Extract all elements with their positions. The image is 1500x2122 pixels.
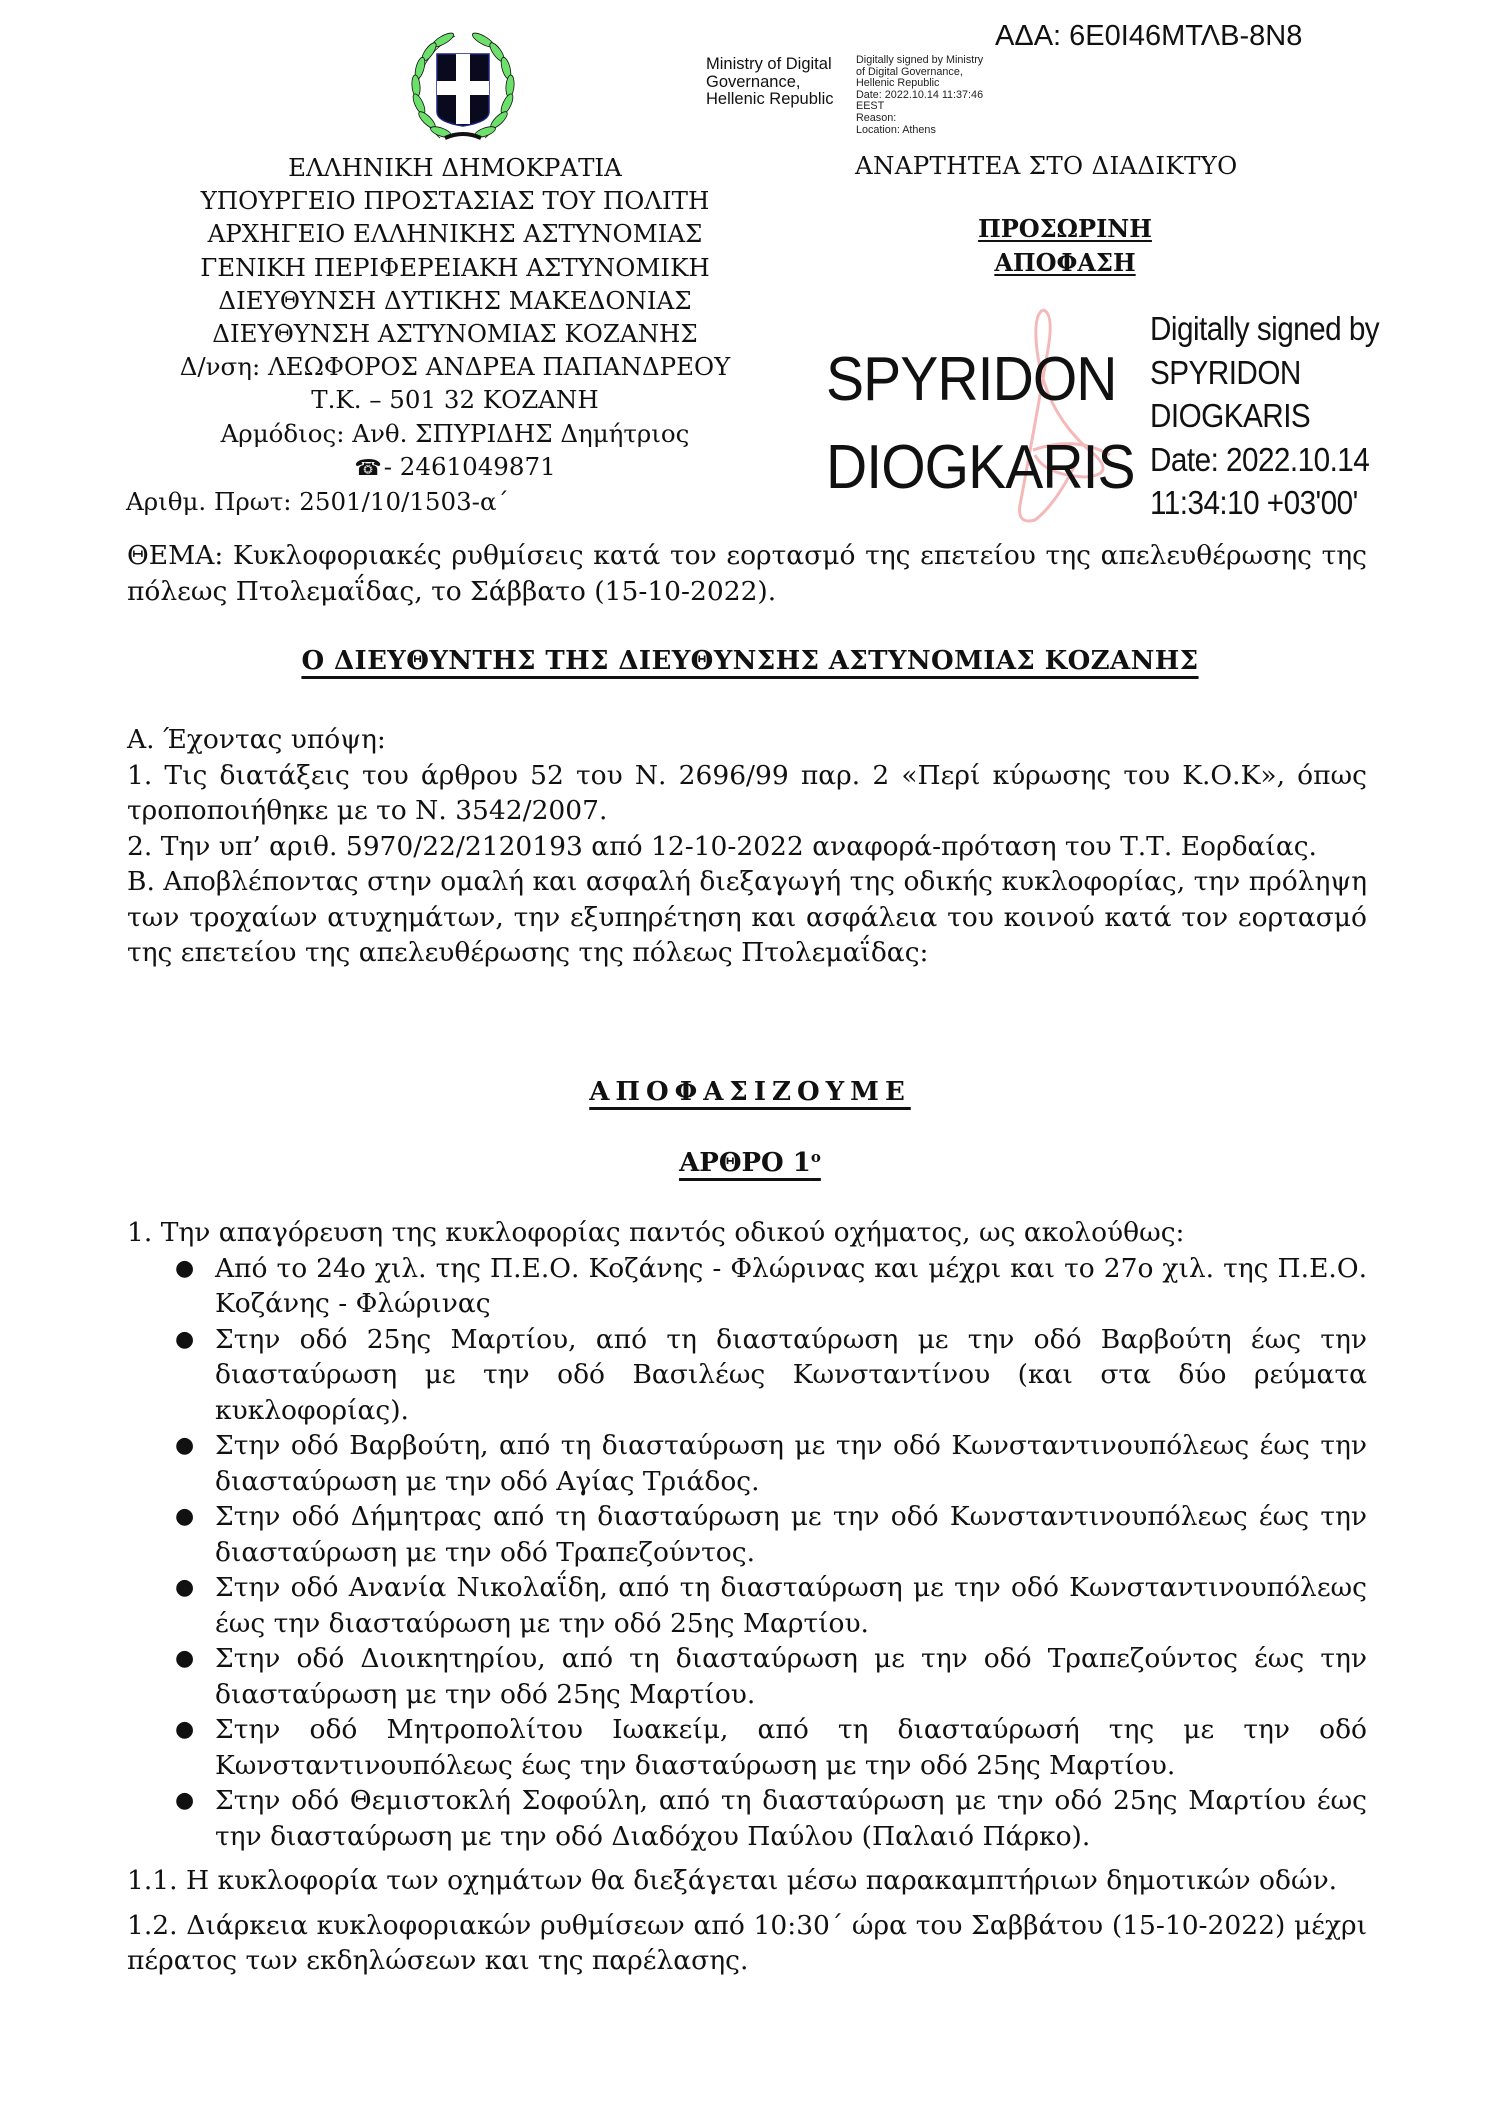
- postal-code-line: Τ.Κ. – 501 32 ΚΟΖΑΝΗ: [311, 385, 599, 415]
- address-line: Δ/νση: ΛΕΩΦΟΡΟΣ ΑΝΔΡΕΑ ΠΑΠΑΝΔΡΕΟΥ: [179, 352, 731, 382]
- consideration-item: 2. Την υπ’ αριθ. 5970/22/2120193 από 12-10-2022 αναφορά-πρόταση του Τ.Τ. Εορδαίας.: [127, 830, 1317, 862]
- signature-detail-line: of Digital Governance,: [856, 65, 963, 78]
- purpose-paragraph: Β. Αποβλέποντας στην ομαλή και ασφαλή διεξαγωγή της οδικής κυκλοφορίας, την πρόληψη των τροχαίων ατυχημάτων, την εξυπηρέτηση και ασφάλεια του κοινού κατά τον εορτασμό της επετείου της απελευθέρωσης της πόλεως Πτολεμαΐδας:: [127, 866, 1367, 968]
- ministry-name-line: Hellenic Republic: [706, 90, 834, 108]
- header-line: ΑΡΧΗΓΕΙΟ ΕΛΛΗΝΙΚΗΣ ΑΣΤΥΝΟΜΙΑΣ: [207, 219, 703, 249]
- considerations-heading: Α. Έχοντας υπόψη:: [127, 724, 386, 755]
- ada-identifier: ΑΔΑ: 6Ε0Ι46ΜΤΛΒ-8Ν8: [995, 20, 1303, 52]
- header-line: ΓΕΝΙΚΗ ΠΕΡΙΦΕΡΕΙΑΚΗ ΑΣΤΥΝΟΜΙΚΗ: [200, 252, 710, 282]
- decision-type-line: ΠΡΟΣΩΡΙΝΗ: [978, 214, 1152, 243]
- header-line: ΔΙΕΥΘΥΝΣΗ ΑΣΤΥΝΟΜΙΑΣ ΚΟΖΑΝΗΣ: [212, 319, 698, 349]
- bullet-icon: ●: [175, 1575, 195, 1600]
- header-line: ΥΠΟΥΡΓΕΙΟ ΠΡΟΣΤΑΣΙΑΣ ΤΟΥ ΠΟΛΙΤΗ: [200, 186, 710, 216]
- list-item-text: Στην οδό Μητροπολίτου Ιωακείμ, από τη διασταύρωσή της με την οδό Κωνσταντινουπόλεως έως την διασταύρωση με την οδό 25ης Μαρτίου.: [215, 1714, 1367, 1781]
- protocol-number: Αριθμ. Πρωτ: 2501/10/1503-α΄: [126, 487, 509, 517]
- bullet-icon: ●: [175, 1433, 195, 1458]
- article-intro: 1. Την απαγόρευση της κυκλοφορίας παντός οδικού οχήματος, ως ακολούθως:: [127, 1217, 1185, 1248]
- article-heading: [120, 1148, 1380, 1178]
- signature-time: 11:34:10 +03'00': [1150, 484, 1358, 521]
- ministry-signature-details: [856, 55, 983, 136]
- header-line: ΔΙΕΥΘΥΝΣΗ ΔΥΤΙΚΗΣ ΜΑΚΕΔΟΝΙΑΣ: [218, 285, 692, 315]
- signature-detail-line: Hellenic Republic: [856, 77, 940, 90]
- article-heading-ordinal: ο: [810, 1148, 821, 1166]
- list-item-text: Στην οδό Ανανία Νικολαΐδη, από τη διασταύρωση με την οδό Κωνσταντινουπόλεως έως την διασταύρωση με την οδό 25ης Μαρτίου.: [215, 1572, 1367, 1639]
- ministry-signer-name: [706, 56, 833, 109]
- signer-name: [826, 336, 1135, 512]
- phone-icon: ☎: [354, 455, 382, 481]
- list-item: [127, 1712, 1367, 1783]
- signature-detail-line: DIOGKARIS: [1150, 397, 1311, 434]
- list-item-text: Στην οδό Δήμητρας από τη διασταύρωση με την οδό Κωνσταντινουπόλεως έως την διασταύρωση με την οδό Τραπεζούντος.: [215, 1501, 1367, 1568]
- signature-detail-line: SPYRIDON: [1150, 353, 1301, 391]
- subject-text: ΘΕΜΑ: Κυκλοφοριακές ρυθμίσεις κατά τον εορτασμό της επετείου της απελευθέρωσης της πόλεως Πτολεμαΐδας, το Σάββατο (15-10-2022).: [127, 540, 1367, 607]
- bullet-icon: ●: [175, 1717, 195, 1742]
- paragraph-1-2: 1.2. Διάρκεια κυκλοφοριακών ρυθμίσεων από 10:30΄ ώρα του Σαββάτου (15-10-2022) μέχρι πέρατος των εκδηλώσεων και της παρέλασης.: [127, 1909, 1367, 1976]
- signature-detail-line: EEST: [856, 100, 885, 113]
- article-heading-text: ΑΡΘΡΟ 1: [679, 1148, 811, 1178]
- phone-line: [120, 450, 790, 485]
- signature-location: Location: Athens: [856, 123, 936, 136]
- greek-coat-of-arms-icon: [385, 26, 535, 148]
- signature-detail-line: Digitally signed by: [1150, 310, 1380, 347]
- bullet-icon: ●: [175, 1788, 195, 1813]
- paragraph-1-1: 1.1. Η κυκλοφορία των οχημάτων θα διεξάγεται μέσω παρακαμπτήριων δημοτικών οδών.: [127, 1865, 1338, 1896]
- list-item-text: Στην οδό Διοικητηρίου, από τη διασταύρωση με την οδό Τραπεζούντος έως την διασταύρωση με την οδό 25ης Μαρτίου.: [215, 1643, 1367, 1710]
- signer-signature-details: [1150, 307, 1379, 525]
- signer-last-name: DIOGKARIS: [826, 433, 1135, 502]
- list-item: [127, 1783, 1367, 1854]
- bullet-icon: ●: [175, 1504, 195, 1529]
- decision-type: [900, 212, 1230, 280]
- consideration-item: 1. Τις διατάξεις του άρθρου 52 του Ν. 2696/99 παρ. 2 «Περί κύρωσης του Κ.Ο.Κ», όπως τροποποιήθηκε με το Ν. 3542/2007.: [127, 759, 1367, 826]
- signature-detail-line: Digitally signed by Ministry: [856, 54, 984, 66]
- list-item: [127, 1499, 1367, 1570]
- ministry-name-line: Ministry of Digital: [706, 55, 832, 73]
- list-item-text: Στην οδό Θεμιστοκλή Σοφούλη, από τη διασταύρωση με την οδό 25ης Μαρτίου έως την διασταύρωση με την οδό Διαδόχου Παύλου (Παλαιό Πάρκο).: [215, 1785, 1367, 1852]
- bullet-icon: ●: [175, 1255, 195, 1281]
- decision-heading: [120, 1077, 1380, 1107]
- responsible-officer-line: Αρμόδιος: Ανθ. ΣΠΥΡΙΔΗΣ Δημήτριος: [220, 418, 690, 448]
- list-item: [127, 1251, 1367, 1322]
- signature-date: Date: 2022.10.14: [1150, 440, 1370, 478]
- decision-type-line: ΑΠΟΦΑΣΗ: [994, 248, 1136, 277]
- list-item-text: Στην οδό Βαρβούτη, από τη διασταύρωση με την οδό Κωνσταντινουπόλεως έως την διασταύρωση με την οδό Αγίας Τριάδος.: [215, 1430, 1367, 1497]
- list-item: [127, 1428, 1367, 1499]
- list-item: [127, 1570, 1367, 1641]
- restricted-roads-list: [127, 1251, 1367, 1855]
- list-item-text: Στην οδό 25ης Μαρτίου, από τη διασταύρωση με την οδό Βαρβούτη έως την διασταύρωση με την οδό Βασιλέως Κωνσταντίνου (και στα δύο ρεύματα κυκλοφορίας).: [215, 1323, 1367, 1426]
- post-online-notice: ΑΝΑΡΤΗΤΕΑ ΣΤΟ ΔΙΑΔΙΚΤΥΟ: [855, 151, 1238, 180]
- list-item: [127, 1322, 1367, 1429]
- header-line: ΕΛΛΗΝΙΚΗ ΔΗΜΟΚΡΑΤΙΑ: [288, 153, 622, 182]
- bullet-icon: ●: [175, 1646, 195, 1671]
- signature-reason: Reason:: [856, 111, 897, 124]
- signature-date: Date: 2022.10.14 11:37:46: [856, 88, 984, 101]
- ministry-name-line: Governance,: [706, 72, 801, 91]
- issuer-header: [120, 151, 790, 518]
- phone-number: - 2461049871: [383, 451, 556, 481]
- director-title-text: Ο ΔΙΕΥΘΥΝΤΗΣ ΤΗΣ ΔΙΕΥΘΥΝΣΗΣ ΑΣΤΥΝΟΜΙΑΣ ΚΟΖΑΝΗΣ: [301, 646, 1199, 676]
- director-title: [120, 646, 1380, 676]
- bullet-icon: ●: [175, 1326, 195, 1352]
- list-item-text: Από το 24ο χιλ. της Π.Ε.Ο. Κοζάνης - Φλώρινας και μέχρι και το 27ο χιλ. της Π.Ε.Ο. Κοζάνης - Φλώρινας: [215, 1252, 1367, 1319]
- signer-first-name: SPYRIDON: [826, 345, 1117, 414]
- decision-heading-text: ΑΠΟΦΑΣΙΖΟΥΜΕ: [589, 1077, 911, 1107]
- considerations-section: [127, 722, 1367, 971]
- list-item: [127, 1641, 1367, 1712]
- article-body: [127, 1215, 1367, 1979]
